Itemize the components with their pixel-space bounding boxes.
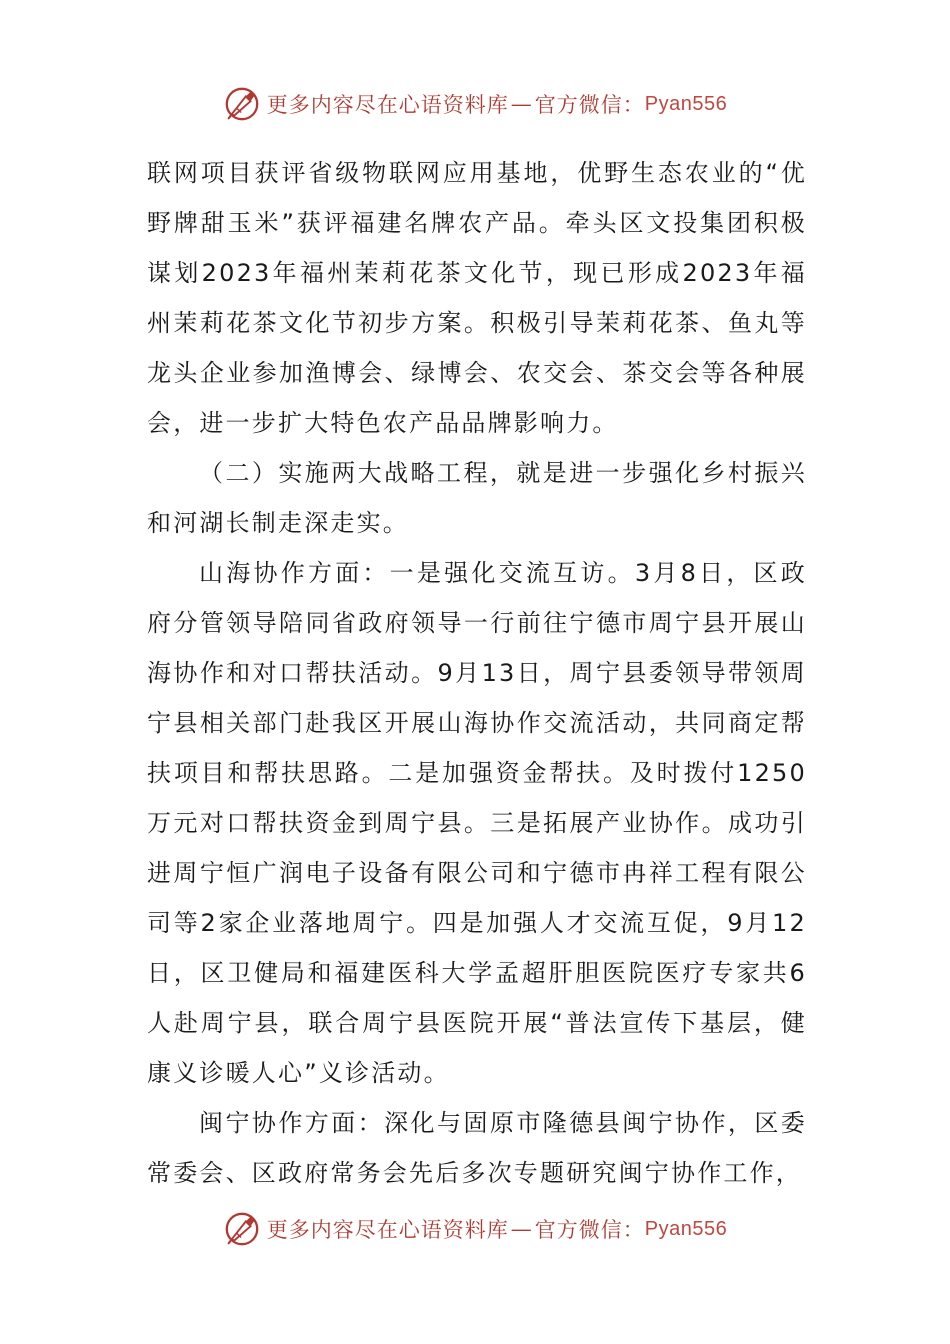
pen-nib-logo-icon — [223, 1210, 261, 1248]
watermark-wechat-id: Pyan556 — [644, 92, 728, 115]
paragraph-4: 闽宁协作方面：深化与固原市隆德县闽宁协作，区委常委会、区政府常务会先后多次专题研究闽宁协作工作， — [147, 1109, 807, 1187]
watermark-wechat-label: 官方微信： — [534, 1218, 645, 1242]
document-body — [147, 148, 807, 1198]
watermark-dash: — — [510, 92, 533, 116]
paragraph-3: 山海协作方面：一是强化交流互访。3月8日，区政府分管领导陪同省政府领导一行前往宁德市周宁县开展山海协作和对口帮扶活动。9月13日，周宁县委领导带领周宁县相关部门赴我区开展山海协作交流活动，共同商定帮扶项目和帮扶思路。二是加强资金帮扶。及时拨付1250万元对口帮扶资金到周宁县。三是拓展产业协作。成功引进周宁恒广润电子设备有限公司和宁德市冉祥工程有限公司等2家企业落地周宁。四是加强人才交流互促，9月12日，区卫健局和福建医科大学孟超肝胆医院医疗专家共6人赴周宁县，联合周宁县医院开展“普法宣传下基层，健康义诊暖人心”义诊活动。 — [147, 559, 807, 1087]
header-watermark — [0, 82, 950, 126]
footer-watermark — [0, 1207, 950, 1251]
watermark-wechat-label: 官方微信： — [534, 93, 645, 117]
paragraph-2: （二）实施两大战略工程，就是进一步强化乡村振兴和河湖长制走深走实。 — [147, 459, 807, 537]
paragraph-1: 联网项目获评省级物联网应用基地，优野生态农业的“优野牌甜玉米”获评福建名牌农产品。牵头区文投集团积极谋划2023年福州茉莉花茶文化节，现已形成2023年福州茉莉花茶文化节初步方案。积极引导茉莉花茶、鱼丸等龙头企业参加渔博会、绿博会、农交会、茶交会等各种展会，进一步扩大特色农产品品牌影响力。 — [147, 159, 807, 437]
watermark-site-name: 更多内容尽在心语资料库 — [266, 93, 509, 117]
watermark-dash: — — [510, 1217, 533, 1241]
watermark-wechat-id: Pyan556 — [644, 1217, 728, 1240]
pen-nib-logo-icon — [223, 85, 261, 123]
watermark-site-name: 更多内容尽在心语资料库 — [266, 1218, 509, 1242]
